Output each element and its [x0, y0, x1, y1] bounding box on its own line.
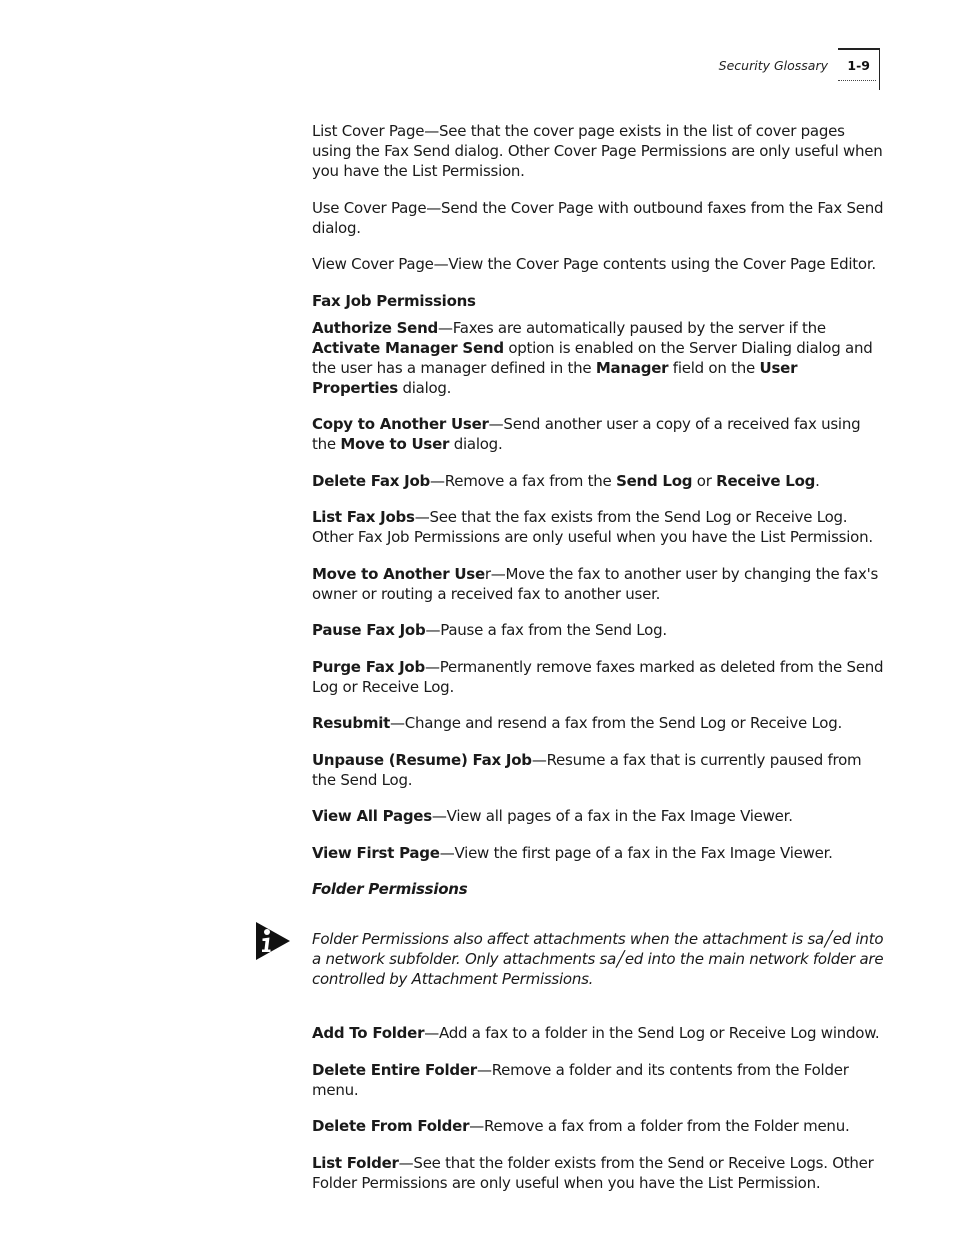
header-horizontal-rule — [838, 48, 880, 50]
list-folder-paragraph — [312, 1153, 888, 1193]
term: Delete From Folder — [312, 1117, 470, 1135]
desc: —Change and resend a fax from the Send Log or Receive Log. — [390, 714, 843, 732]
page-header — [600, 48, 880, 90]
add-to-folder-paragraph — [312, 1023, 888, 1043]
move-to-another-user-paragraph — [312, 564, 888, 604]
desc: —Resume a fax that is currently paused from the Send Log. — [312, 750, 862, 789]
folder-permissions-heading: Folder Permissions — [312, 880, 468, 898]
header-dotted-rule — [838, 80, 876, 81]
list-cover-page-paragraph: List Cover Page—See that the cover page exists in the list of cover pages using the Fax Send dialog. Other Cover Page Permissions are only useful when you have the List Permission. — [312, 122, 883, 180]
desc: —Remove a fax from the — [430, 471, 617, 490]
view-all-pages-paragraph — [312, 806, 888, 826]
section-title: Security Glossary — [718, 58, 828, 73]
desc: —Add a fax to a folder in the Send Log or Receive Log window. — [424, 1024, 880, 1042]
desc: —See that the fax exists from the Send Log or Receive Log. Other Fax Job Permissions are only useful when you have the List Permission. — [312, 508, 873, 546]
desc: —Permanently remove faxes marked as deleted from the Send Log or Receive Log. — [312, 657, 884, 696]
desc: —See that the folder exists from the Send or Receive Logs. Other Folder Permissions are only useful when you have the List Permission. — [312, 1153, 874, 1192]
desc: or — [692, 471, 717, 490]
term: Unpause (Resume) Fax Job — [312, 750, 532, 769]
page-number: 1-9 — [847, 58, 870, 73]
term: Delete Fax Job — [312, 471, 431, 490]
desc: —Pause a fax from the Send Log. — [425, 621, 667, 639]
term: Authorize Send — [312, 318, 438, 337]
ui-ref: Receive Log — [716, 471, 816, 490]
pause-fax-job-paragraph — [312, 620, 888, 640]
term: View All Pages — [312, 807, 432, 825]
ui-ref: Send Log — [616, 471, 693, 490]
use-cover-page-paragraph: Use Cover Page—Send the Cover Page with outbound faxes from the Fax Send dialog. — [312, 198, 884, 237]
delete-from-folder-paragraph — [312, 1116, 888, 1136]
term: List Fax Jobs — [312, 508, 415, 526]
note-text: Folder Permissions also affect attachments when the attachment is sa╱ed into a network subfolder. Only attachments sa╱ed into the main network folder are controlled by Attachment Permissions. — [312, 930, 884, 988]
info-icon — [254, 921, 292, 963]
unpause-fax-job-paragraph — [312, 750, 888, 790]
authorize-send-paragraph — [312, 318, 888, 398]
fax-job-permissions-heading: Fax Job Permissions — [312, 291, 476, 310]
term: Purge Fax Job — [312, 657, 425, 676]
resubmit-paragraph — [312, 713, 888, 733]
term: Resubmit — [312, 714, 391, 732]
desc: —Faxes are automatically paused by the server if the — [438, 318, 826, 337]
desc: dialog. — [449, 435, 503, 453]
term: View First Page — [312, 843, 440, 862]
list-fax-jobs-paragraph — [312, 507, 888, 547]
term: Copy to Another User — [312, 415, 489, 433]
delete-entire-folder-paragraph — [312, 1060, 888, 1100]
ui-ref: User Properties — [312, 358, 798, 397]
copy-to-another-user-paragraph — [312, 414, 888, 454]
desc: —View all pages of a fax in the Fax Image Viewer. — [431, 807, 793, 825]
desc: . — [815, 471, 820, 490]
desc: —Remove a fax from a folder from the Folder menu. — [469, 1117, 850, 1135]
purge-fax-job-paragraph — [312, 657, 888, 697]
ui-ref: Move to User — [340, 435, 450, 453]
info-note — [312, 929, 888, 989]
desc: —View the first page of a fax in the Fax Image Viewer. — [439, 843, 833, 862]
ui-ref: Manager — [595, 358, 669, 377]
view-first-page-paragraph — [312, 843, 888, 863]
desc: dialog. — [397, 378, 452, 397]
desc: option is enabled on the Server Dialing dialog and the user has a manager defined in the — [312, 338, 873, 377]
term: Move to Another Use — [312, 564, 485, 583]
ui-ref: Activate Manager Send — [312, 338, 504, 357]
desc: field on the — [668, 358, 760, 377]
header-vertical-rule — [879, 48, 881, 90]
term: Pause Fax Job — [312, 621, 426, 639]
page-content — [312, 121, 888, 1209]
term: Add To Folder — [312, 1024, 425, 1042]
term: Delete Entire Folder — [312, 1060, 477, 1079]
view-cover-page-paragraph: View Cover Page—View the Cover Page contents using the Cover Page Editor. — [312, 255, 876, 273]
desc: —Remove a folder and its contents from the Folder menu. — [312, 1060, 849, 1099]
desc: —Send another user a copy of a received fax using the — [312, 415, 861, 453]
term: List Folder — [312, 1153, 399, 1172]
delete-fax-job-paragraph — [312, 471, 888, 491]
desc: r—Move the fax to another user by changing the fax's owner or routing a received fax to another user. — [312, 564, 879, 603]
